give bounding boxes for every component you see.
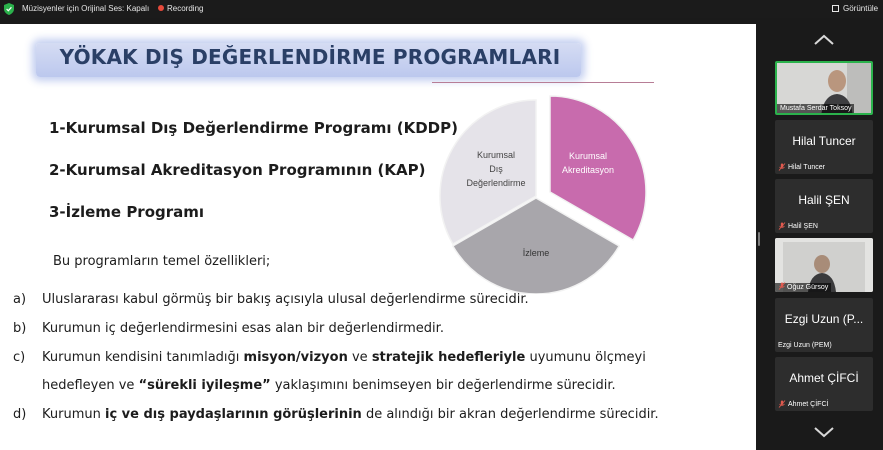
participant-display-name: Hilal Tuncer: [792, 134, 856, 148]
muted-mic-icon: [778, 163, 786, 171]
shared-slide: [0, 24, 756, 450]
participant-name: Hilal Tuncer: [788, 164, 825, 171]
pie-label: Dış: [489, 164, 503, 174]
features-intro: Bu programların temel özellikleri;: [53, 254, 271, 269]
muted-mic-icon: [778, 222, 786, 230]
feature-fragment: ve: [347, 350, 372, 365]
participant-display-name: Ezgi Uzun (P...: [784, 312, 864, 326]
program-item: 2-Kurumsal Akreditasyon Programının (KAP): [49, 161, 426, 179]
chevron-up-icon[interactable]: [812, 34, 836, 46]
participant-name: Mustafa Serdar Toksoy: [777, 104, 854, 113]
chevron-down-icon[interactable]: [812, 426, 836, 438]
program-pie-chart: [438, 84, 648, 294]
feature-fragment: Kurumun iç değerlendirmesini esas alan bir değerlendirmedir.: [42, 321, 444, 336]
pie-label: Değerlendirme: [466, 178, 526, 188]
participant-name: Ahmet ÇİFCİ: [788, 401, 829, 408]
participant-tile[interactable]: [775, 357, 873, 411]
feature-text: [42, 292, 529, 307]
pie-label: Kurumsal: [568, 151, 608, 161]
meeting-topbar: [0, 0, 883, 18]
feature-emphasis: stratejik hedefleriyle: [371, 350, 526, 365]
feature-fragment: yaklaşımını benimseyen bir değerlendirme sürecidir.: [270, 378, 616, 393]
recording-dot-icon: [158, 5, 164, 11]
participant-tile[interactable]: [775, 298, 873, 352]
recording-label[interactable]: Recording: [167, 4, 204, 13]
feature-emphasis: “sürekli iyileşme”: [138, 378, 271, 393]
feature-emphasis: misyon/vizyon: [243, 350, 348, 365]
view-grid-icon[interactable]: [832, 5, 839, 12]
participant-tile[interactable]: [775, 238, 873, 292]
feature-fragment: Kurumun: [42, 407, 105, 422]
feature-text: [42, 407, 659, 422]
participant-tile[interactable]: [775, 179, 873, 233]
feature-emphasis: iç ve dış paydaşlarının görüşlerinin: [104, 407, 362, 422]
participant-tile[interactable]: [775, 120, 873, 174]
feature-fragment: uyumunu ölçmeyi: [525, 350, 646, 365]
muted-mic-icon: [778, 282, 786, 290]
panel-resize-handle[interactable]: [758, 232, 760, 246]
shield-check-icon[interactable]: [4, 3, 14, 15]
feature-letter: c): [13, 350, 26, 365]
feature-letter: d): [13, 407, 27, 422]
feature-text: [42, 350, 646, 365]
participant-display-name: Halil ŞEN: [798, 193, 850, 207]
feature-letter: a): [13, 292, 27, 307]
participant-name: Ezgi Uzun (PEM): [778, 342, 832, 349]
title-rule: [432, 82, 654, 83]
feature-fragment: Uluslararası kabul görmüş bir bakış açısıyla ulusal değerlendirme sürecidir.: [42, 292, 529, 307]
original-sound-status[interactable]: Müzisyenler için Orijinal Ses: Kapalı: [22, 4, 150, 13]
feature-text: [42, 378, 616, 393]
program-item: 3-İzleme Programı: [49, 203, 205, 221]
feature-letter: b): [13, 321, 27, 336]
pie-label: İzleme: [522, 248, 550, 258]
muted-mic-icon: [778, 400, 786, 408]
pie-label: Kurumsal: [476, 150, 516, 160]
feature-text: [42, 321, 444, 336]
feature-fragment: hedefleyen ve: [42, 378, 139, 393]
program-item: 1-Kurumsal Dış Değerlendirme Programı (KDDP): [49, 119, 458, 137]
slide-title: YÖKAK DIŞ DEĞERLENDİRME PROGRAMLARI: [59, 45, 561, 69]
participant-name: Oğuz Gürsoy: [775, 283, 831, 292]
view-button[interactable]: Görüntüle: [843, 4, 879, 13]
pie-label: Akreditasyon: [561, 165, 615, 175]
participant-name: Halil ŞEN: [788, 223, 818, 230]
participant-display-name: Ahmet ÇİFCİ: [789, 371, 859, 385]
feature-fragment: de alındığı bir akran değerlendirme sürecidir.: [361, 407, 659, 422]
feature-fragment: Kurumun kendisini tanımladığı: [42, 350, 244, 365]
participant-tile[interactable]: [775, 61, 873, 115]
